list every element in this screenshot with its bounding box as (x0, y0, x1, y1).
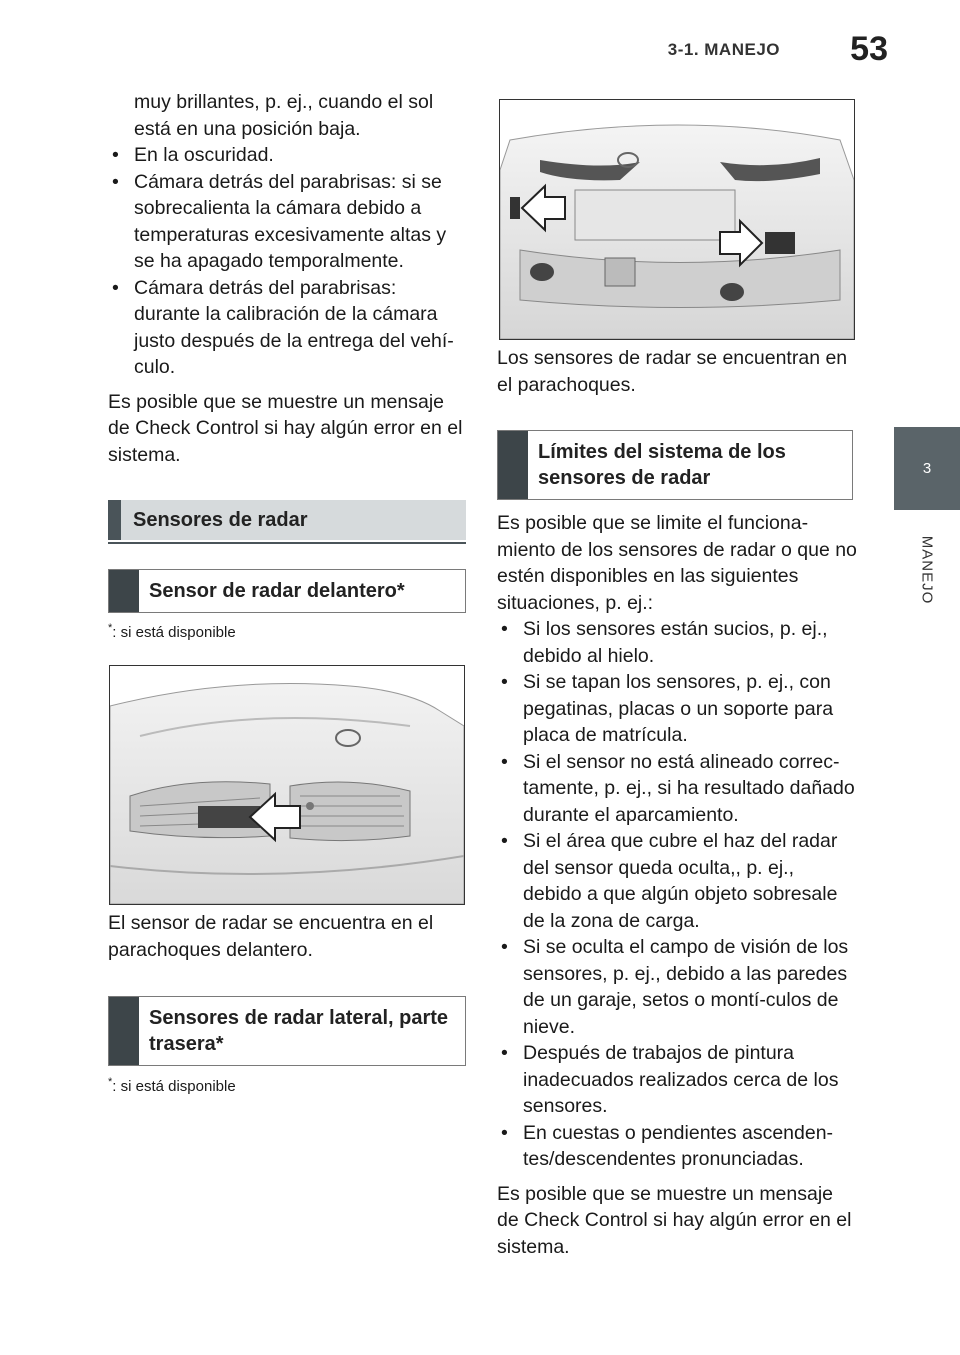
list-item: • En la oscuridad. (108, 142, 466, 169)
rear-bumper-figure (499, 99, 855, 340)
list-item: • Cámara detrás del parabrisas: durante la calibración de la cámara justo después de la entrega del vehí-culo. (108, 275, 466, 381)
continued-line-2: está en una posición baja. (134, 117, 361, 140)
section-title: 3-1. MANEJO (667, 40, 780, 59)
page-number: 53 (850, 30, 888, 68)
heading-front-sensor: Sensor de radar delantero* (108, 569, 466, 613)
limits-section (497, 510, 857, 1260)
heading-limits: Límites del sistema de los sensores de radar (497, 430, 853, 500)
list-item: • Si se tapan los sensores, p. ej., con pegatinas, placas o un soporte para placa de matrícula. (497, 669, 857, 749)
footnote-2: *: si está disponible (108, 1076, 236, 1095)
limits-bullet-list (497, 616, 857, 1173)
paragraph-check-control-right: Es posible que se muestre un mensaje de Check Control si hay algún error en el sistema. (497, 1182, 852, 1258)
heading-rear-sensor: Sensores de radar lateral, parte trasera* (108, 996, 466, 1066)
front-caption: El sensor de radar se encuentra en el parachoques delantero. (108, 912, 434, 961)
heading-sensores-radar: Sensores de radar (108, 500, 466, 544)
front-bumper-figure (109, 665, 465, 905)
chapter-tab-strip (894, 510, 960, 1355)
chapter-tab-number: 3 (922, 460, 932, 477)
list-item: • Cámara detrás del parabrisas: si se sobrecalienta la cámara debido a temperaturas excesivamente altas y se ha apagado temporalmente. (108, 169, 466, 275)
continued-line-1: muy brillantes, p. ej., cuando el sol (134, 91, 434, 113)
limits-intro: Es posible que se limite el funciona-miento de los sensores de radar o que no estén disponibles en las siguientes situaciones, p. ej.: (497, 512, 857, 614)
list-item: • Si el área que cubre el haz del radar del sensor queda oculta,, p. ej., debido a que algún objeto sobresale de la zona de carga. (497, 828, 857, 934)
list-item: • Si el sensor no está alineado correc-tamente, p. ej., si ha resultado dañado durante el aparcamiento. (497, 749, 857, 829)
footnote-1: *: si está disponible (108, 622, 236, 641)
left-column (108, 89, 466, 468)
paragraph-check-control: Es posible que se muestre un mensaje de Check Control si hay algún error en el sistema. (108, 390, 463, 466)
rear-caption: Los sensores de radar se encuentran en el parachoques. (497, 347, 848, 396)
left-bullet-list (108, 142, 466, 381)
list-item: • En cuestas o pendientes ascenden-tes/descendentes pronunciadas. (497, 1120, 857, 1173)
chapter-label: MANEJO (894, 510, 960, 630)
list-item: • Si se oculta el campo de visión de los sensores, p. ej., debido a las paredes de un garaje, setos o montí-culos de nieve. (497, 934, 857, 1040)
list-item: • Si los sensores están sucios, p. ej., debido al hielo. (497, 616, 857, 669)
list-item: • Después de trabajos de pintura inadecuados realizados cerca de los sensores. (497, 1040, 857, 1120)
